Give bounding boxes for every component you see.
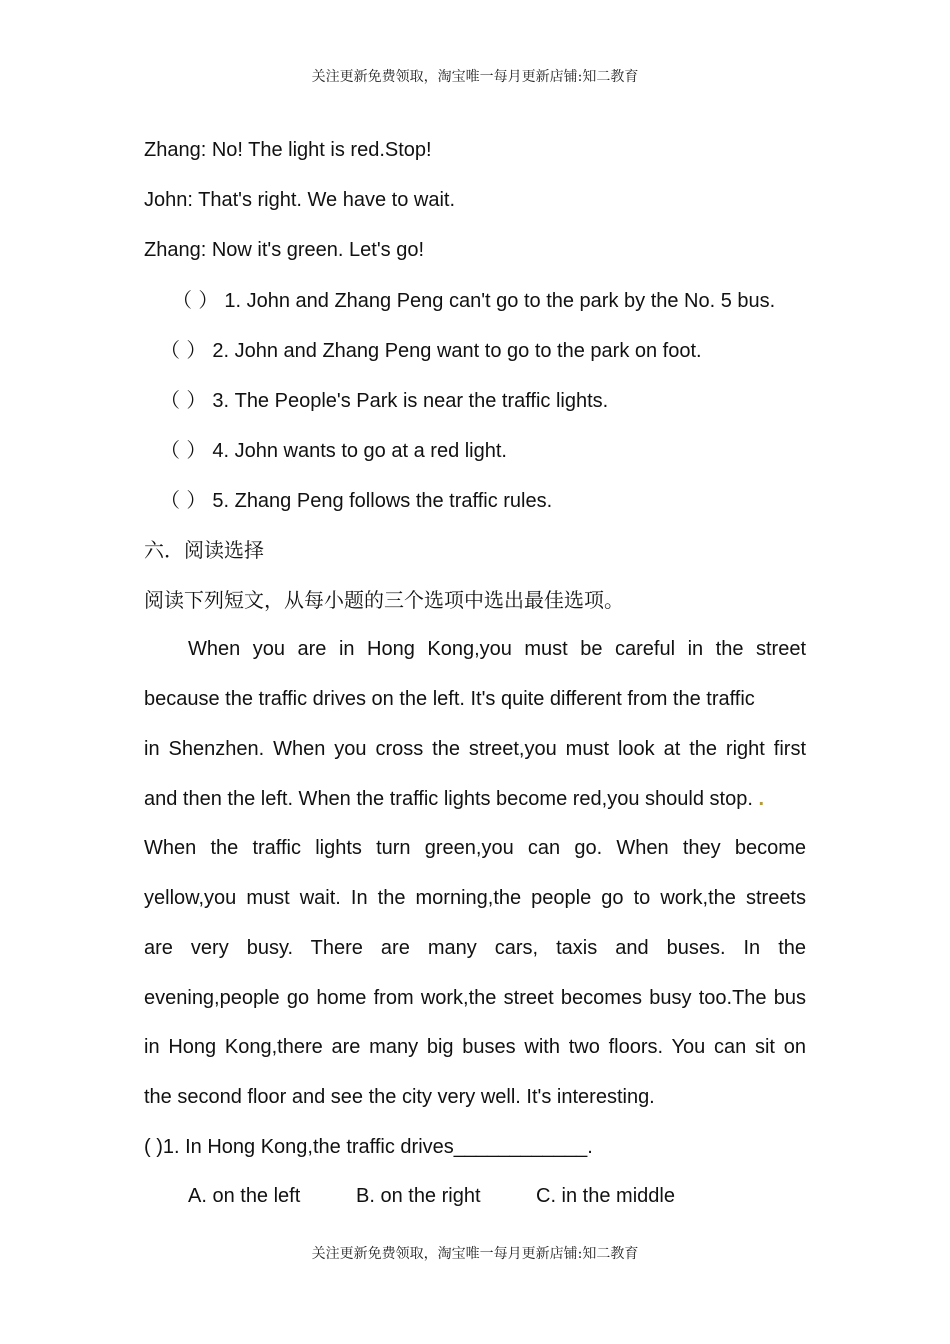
page-header: 关注更新免费领取，淘宝唯一每月更新店铺:知二教育 xyxy=(311,69,639,85)
question-1: ( )1. In Hong Kong,the traffic drives____________. xyxy=(144,1136,593,1158)
answer-blank[interactable]: （ ） xyxy=(160,388,207,412)
dialogue-line: Zhang: No! The light is red.Stop! xyxy=(144,139,432,161)
judgment-text: 5. Zhang Peng follows the traffic rules. xyxy=(212,490,553,512)
judgment-text: 4. John wants to go at a red light. xyxy=(212,440,507,462)
passage-line xyxy=(144,787,806,811)
judgment-text: 3. The People's Park is near the traffic lights. xyxy=(212,390,609,412)
dialogue-line: Zhang: Now it's green. Let's go! xyxy=(144,239,425,261)
judgment-item-3 xyxy=(160,388,822,413)
passage-mark: . xyxy=(758,788,765,810)
option-c[interactable]: C. in the middle xyxy=(536,1185,675,1207)
section-instruction: 阅读下列短文，从每小题的三个选项中选出最佳选项。 xyxy=(144,588,624,612)
answer-blank[interactable]: （ ） xyxy=(160,438,207,462)
passage-line: in Shenzhen. When you cross the street,you must look at the right first xyxy=(144,738,806,760)
judgment-item-2 xyxy=(160,338,822,363)
passage-line: evening,people go home from work,the street becomes busy too.The bus xyxy=(144,987,806,1009)
judgment-item-4 xyxy=(160,438,822,463)
passage-line: because the traffic drives on the left. It's quite different from the traffic xyxy=(144,688,755,710)
passage-line: When the traffic lights turn green,you can go. When they become xyxy=(144,837,806,859)
answer-blank[interactable]: （ ） xyxy=(160,488,207,512)
option-a[interactable]: A. on the left xyxy=(188,1185,301,1207)
dialogue-line: John: That's right. We have to wait. xyxy=(144,189,456,211)
page-footer: 关注更新免费领取，淘宝唯一每月更新店铺:知二教育 xyxy=(311,1246,639,1262)
passage-line: in Hong Kong,there are many big buses with two floors. You can sit on xyxy=(144,1036,806,1058)
judgment-item-1 xyxy=(172,288,834,313)
passage-line: are very busy. There are many cars, taxis and buses. In the xyxy=(144,937,806,959)
judgment-text: 1. John and Zhang Peng can't go to the park by the No. 5 bus. xyxy=(224,290,776,312)
question-1-options xyxy=(144,1184,806,1208)
passage-line-text: and then the left. When the traffic lights become red,you should stop. xyxy=(144,788,753,810)
judgment-item-5 xyxy=(160,488,822,513)
answer-blank[interactable]: （ ） xyxy=(160,338,207,362)
passage-line: the second floor and see the city very well. It's interesting. xyxy=(144,1086,655,1108)
answer-blank[interactable]: （ ） xyxy=(172,288,219,312)
passage-line: When you are in Hong Kong,you must be careful in the street xyxy=(188,638,806,660)
section-title: 六．阅读选择 xyxy=(144,538,264,562)
judgment-text: 2. John and Zhang Peng want to go to the park on foot. xyxy=(212,340,702,362)
passage-line: yellow,you must wait. In the morning,the people go to work,the streets xyxy=(144,887,806,909)
option-b[interactable]: B. on the right xyxy=(356,1185,481,1207)
